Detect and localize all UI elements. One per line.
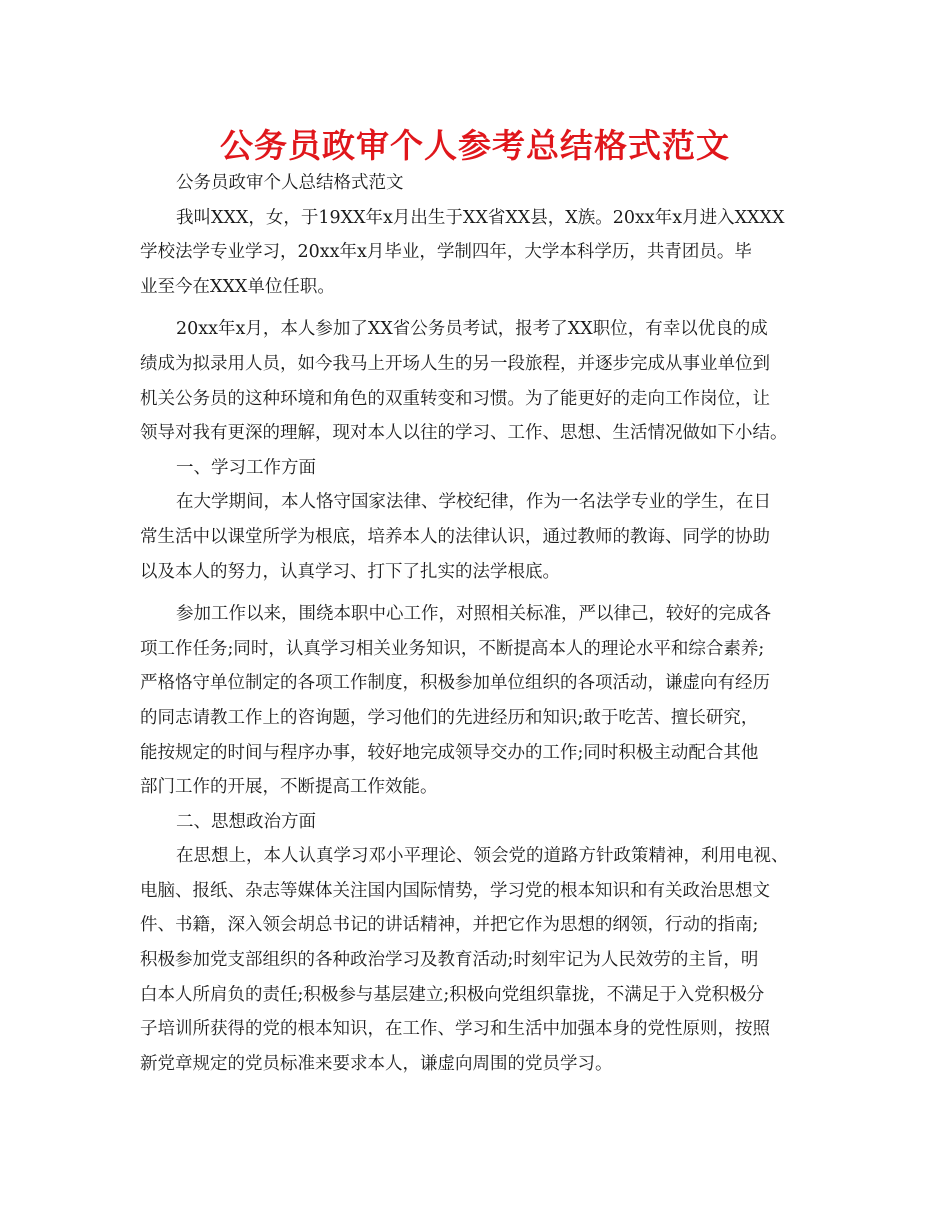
text-line: 学校法学专业学习，20xx年x月毕业，学制四年，大学本科学历，共青团员。毕 xyxy=(140,242,752,263)
text-line: 一、学习工作方面 xyxy=(176,457,316,478)
text-line: 严格恪守单位制定的各项工作制度，积极参加单位组织的各项活动，谦虚向有经历 xyxy=(140,673,770,694)
text-line: 以及本人的努力，认真学习、打下了扎实的法学根底。 xyxy=(140,561,560,582)
document-body xyxy=(140,166,830,1081)
text-line: 能按规定的时间与程序办事，较好地完成领导交办的工作;同时积极主动配合其他 xyxy=(140,742,759,763)
text-line: 常生活中以课堂所学为根底，培养本人的法律认识，通过教师的教诲、同学的协助 xyxy=(140,526,770,547)
text-line: 公务员政审个人总结格式范文 xyxy=(176,173,404,193)
text-line: 二、思想政治方面 xyxy=(176,811,316,832)
text-line: 绩成为拟录用人员，如今我马上开场人生的另一段旅程，并逐步完成从事业单位到 xyxy=(140,353,770,374)
paragraph-gap xyxy=(140,589,830,597)
text-line: 参加工作以来，围绕本职中心工作，对照相关标准，严以律己，较好的完成各 xyxy=(176,604,771,625)
paragraph-gap xyxy=(140,304,830,312)
text-line: 领导对我有更深的理解，现对本人以往的学习、工作、思想、生活情况做如下小结。 xyxy=(140,423,788,444)
text-line: 我叫XXX，女，于19XX年x月出生于XX省XX县，X族。20xx年x月进入XXXX xyxy=(176,207,785,228)
text-line: 积极参加党支部组织的各种政治学习及教育活动;时刻牢记为人民效劳的主旨，明 xyxy=(140,950,759,971)
text-line: 机关公务员的这种环境和角色的双重转变和习惯。为了能更好的走向工作岗位，让 xyxy=(140,388,770,409)
text-line: 新党章规定的党员标准来要求本人，谦虚向周围的党员学习。 xyxy=(140,1053,613,1074)
document-title: 公务员政审个人参考总结格式范文 xyxy=(220,126,730,165)
text-line: 子培训所获得的党的根本知识，在工作、学习和生活中加强本身的党性原则，按照 xyxy=(140,1019,770,1040)
text-line: 电脑、报纸、杂志等媒体关注国内国际情势，学习党的根本知识和有关政治思想文 xyxy=(140,880,770,901)
text-line: 在思想上，本人认真学习邓小平理论、领会党的道路方针政策精神，利用电视、 xyxy=(176,846,789,867)
text-line: 业至今在XXX单位任职。 xyxy=(140,276,335,297)
text-line: 在大学期间，本人恪守国家法律、学校纪律，作为一名法学专业的学生，在日 xyxy=(176,492,771,513)
text-line: 部门工作的开展，不断提高工作效能。 xyxy=(140,777,438,798)
text-line: 件、书籍，深入领会胡总书记的讲话精神，并把它作为思想的纲领，行动的指南; xyxy=(140,915,759,936)
text-line: 白本人所肩负的责任;积极参与基层建立;积极向党组织靠拢，不满足于入党积极分 xyxy=(140,984,765,1005)
text-line: 的同志请教工作上的咨询题，学习他们的先进经历和知识;敢于吃苦、擅长研究， xyxy=(140,707,759,728)
text-line: 20xx年x月，本人参加了XX省公务员考试，报考了XX职位，有幸以优良的成 xyxy=(176,319,768,340)
text-line: 项工作任务;同时，认真学习相关业务知识，不断提高本人的理论水平和综合素养; xyxy=(140,638,765,659)
